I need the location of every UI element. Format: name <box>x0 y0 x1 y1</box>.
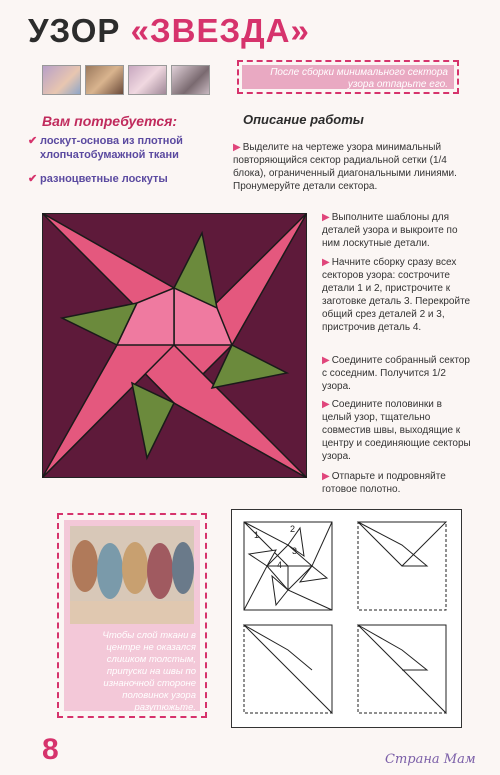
step-3: ▶ Начните сборку сразу всех секторов узора: сострочите детали 1 и 2, пристрочите к заготовке деталь 3. Перекройте общий срез деталей 2 и 3, пристрочив деталь 4. <box>322 257 471 333</box>
tip-caption: Чтобы слой ткани в центре не оказался слишком толстым, припуски на швы по изнаночной стороне половинок узора разутюжьте. <box>102 630 196 713</box>
step-4: ▶ Соедините собранный сектор с соседним. Получится 1/2 узора. <box>322 355 470 392</box>
bullet-triangle-icon: ▶ <box>322 355 330 366</box>
step-1: ▶ Выделите на чертеже узора минимальный повторяющийся сектор радиальной сетки (1/4 блока), ограниченный диагональными линиями. Пронумеруйте детали сектора. <box>233 142 457 192</box>
star-quilt-block <box>42 213 307 478</box>
diagram-number-3: 3 <box>292 546 298 556</box>
diagram-number-2: 2 <box>290 524 296 534</box>
bullet-triangle-icon: ▶ <box>322 212 330 223</box>
photo-fabric-2 <box>85 65 124 95</box>
step-2: ▶ Выполните шаблоны для деталей узора и выкроите по ним лоскутные детали. <box>322 212 458 249</box>
step-5: ▶ Соедините половинки в целый узор, тщательно совместив швы, выходящие к центру и соединяющие секторы узора. <box>322 399 471 462</box>
bullet-triangle-icon: ▶ <box>322 257 330 268</box>
materials-list <box>28 134 208 196</box>
materials-photos <box>42 65 210 95</box>
assembly-diagrams <box>231 509 462 728</box>
photo-fabric-3 <box>128 65 167 95</box>
title-part-1: УЗОР <box>28 12 131 49</box>
bullet-triangle-icon: ▶ <box>322 471 330 482</box>
check-icon: ✔ <box>28 173 38 185</box>
note-box <box>237 60 459 94</box>
check-icon: ✔ <box>28 135 38 147</box>
watermark: Страна Мам <box>385 752 476 767</box>
photo-fabric-1 <box>42 65 81 95</box>
dolls-photo <box>70 526 194 624</box>
instructions-heading: Описание работы <box>243 112 364 127</box>
diagram-number-4: 4 <box>277 560 283 570</box>
photo-sewing-machine <box>171 65 210 95</box>
bullet-triangle-icon: ▶ <box>322 399 330 410</box>
materials-item: ✔ лоскут-основа из плотной хлопчатобумажной ткани <box>28 135 183 161</box>
note-text: После сборки минимального сектора узора отпарьте его. <box>242 65 454 89</box>
tip-background <box>64 520 200 711</box>
page-number: 8 <box>42 733 59 766</box>
page-title <box>28 12 310 50</box>
step-6: ▶ Отпарьте и подровняйте готовое полотно. <box>322 471 446 495</box>
title-part-2: «ЗВЕЗДА» <box>130 12 310 49</box>
diagram-number-1: 1 <box>254 530 260 540</box>
tip-box <box>57 513 207 718</box>
bullet-triangle-icon: ▶ <box>233 142 241 153</box>
materials-heading: Вам потребуется: <box>42 113 178 129</box>
materials-item: ✔ разноцветные лоскуты <box>28 173 168 185</box>
